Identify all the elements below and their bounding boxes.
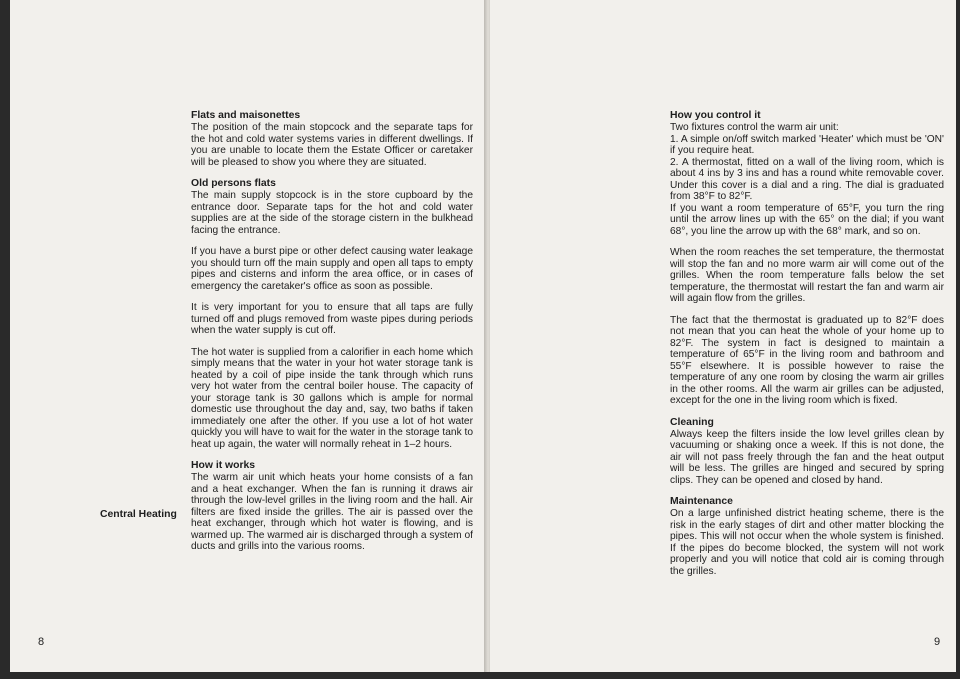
right-text-column (670, 110, 944, 587)
left-page (10, 0, 486, 672)
section-heading: Maintenance (670, 496, 733, 507)
paragraph: The position of the main stopcock and the separate taps for the hot and cold water systems varies in different dwellings. If you are unable to locate them the Estate Officer or caretaker will be pleased to show you where they are situated. (191, 122, 473, 168)
paragraph: It is very important for you to ensure that all taps are fully turned off and plugs removed from waste pipes during periods when the water supply is cut off. (191, 302, 473, 336)
section-heading: How you control it (670, 110, 761, 121)
left-text-column (191, 110, 473, 563)
section-heading: Old persons flats (191, 178, 276, 189)
side-heading: Central Heating (100, 509, 177, 520)
section-flats (191, 110, 473, 168)
section-maintenance (670, 496, 944, 577)
section-heading: How it works (191, 460, 256, 471)
right-page (490, 0, 956, 672)
paragraph: The main supply stopcock is in the store cupboard by the entrance door. Separate taps for the hot and cold water supplies are at the side of the storage cistern in the bulkhead facing the entrance. (191, 190, 473, 236)
paragraph: Always keep the filters inside the low level grilles clean by vacuuming or shaking once a week. If this is not done, the air will not pass freely through the fan and the heat output will be less. The grilles are hinged and secured by spring clips. They can be opened and closed by hand. (670, 428, 944, 486)
paragraph: The warm air unit which heats your home consists of a fan and a heat exchanger. When the fan is running it draws air through the low-level grilles in the living room and the hall. Air filters are fixed inside the grilles. The air is passed over the heat exchanger, through which hot water is flowing, and is warmed up. The warmed air is discharged through a system of ducts and grills into the various rooms. (191, 472, 473, 552)
paragraph: The fact that the thermostat is graduated up to 82°F does not mean that you can heat the whole of your home up to 82°F. The system in fact is designed to maintain a temperature of 65°F in the living room and bathroom and 55°F elsewhere. It is possible however to raise the temperature of any one room by closing the warm air grilles in the other rooms. All the warm air grilles can be adjusted, except for the one in the living room which is fixed. (670, 314, 944, 406)
paragraph: The hot water is supplied from a calorifier in each home which simply means that the water in your hot water storage tank is heated by a coil of pipe inside the tank through which runs very hot water from the central boiler house. The capacity of your storage tank is 30 gallons which is ample for normal domestic use throughout the day and, say, two baths if taken immediately one after the other. If you use a lot of hot water quickly you will have to wait for the water in the storage tank to heat up again, the water will normally reheat in 1–2 hours. (191, 346, 473, 450)
page-number: 8 (38, 636, 45, 648)
section-old-persons (191, 178, 473, 450)
page-number: 9 (934, 636, 941, 648)
section-how-you-control-it (670, 110, 944, 407)
paragraph: On a large unfinished district heating scheme, there is the risk in the early stages of dirt and other matter blocking the pipes. This will not occur when the whole system is finished. If the pipes do become blocked, the system will not work properly and you will notice that cold air is coming through the grilles. (670, 508, 944, 577)
section-heading: Flats and maisonettes (191, 110, 301, 121)
paragraph: If you have a burst pipe or other defect causing water leakage you should turn off the main supply and open all taps to empty pipes and cisterns and inform the area office, or in cases of emergency the caretaker's office as soon as possible. (191, 246, 473, 292)
paragraph: When the room reaches the set temperature, the thermostat will stop the fan and no more warm air will come out of the grilles. When the room temperature falls below the set temperature, the thermostat will restart the fan and warm air will again flow from the grilles. (670, 247, 944, 304)
section-how-it-works (191, 460, 473, 553)
section-heading: Cleaning (670, 416, 714, 428)
section-cleaning (670, 417, 944, 487)
paragraph: Two fixtures control the warm air unit: 1. A simple on/off switch marked 'Heater' which must be 'ON' if you require heat. 2. A thermostat, fitted on a wall of the living room, which is about 4 ins by 3 ins and has a round white removable cover. Under this cover is a dial and a ring. The dial is graduated from 38°F to 82°F. If you want a room temperature of 65°F, you turn the ring until the arrow lines up with the 65° on the dial; if you want 68°, you line the arrow up with the 68° mark, and so on. (670, 122, 944, 237)
